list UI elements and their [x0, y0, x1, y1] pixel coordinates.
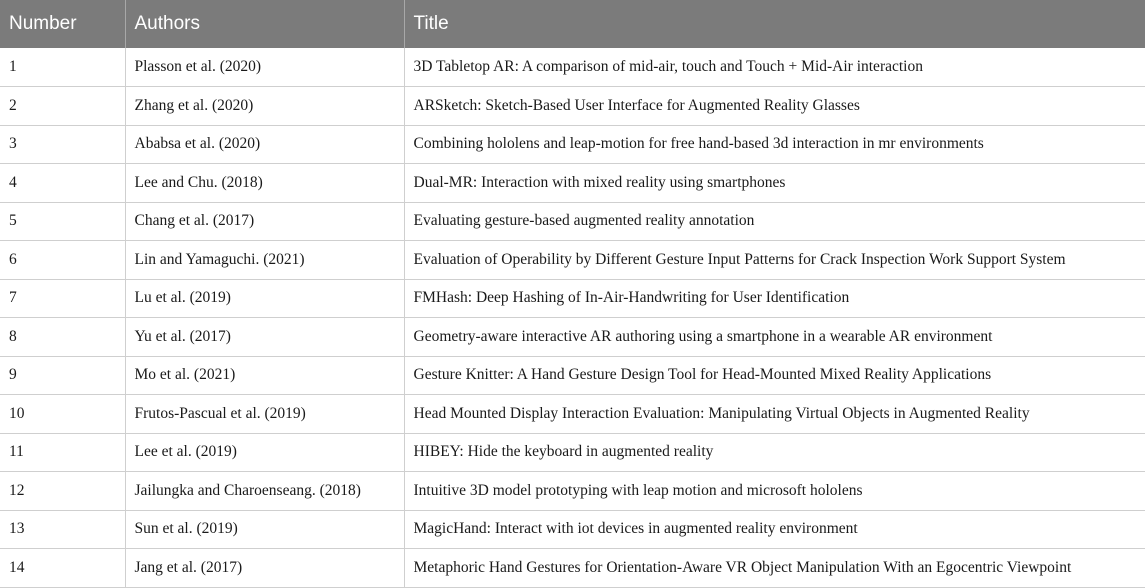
cell-number: 10 — [0, 395, 125, 434]
table-row — [0, 164, 1145, 203]
cell-number: 6 — [0, 241, 125, 280]
header-number: Number — [0, 0, 125, 48]
table-row — [0, 241, 1145, 280]
cell-number: 11 — [0, 433, 125, 472]
table-row — [0, 510, 1145, 549]
cell-authors: Jang et al. (2017) — [125, 549, 404, 588]
table-row — [0, 549, 1145, 588]
cell-title: Gesture Knitter: A Hand Gesture Design Tool for Head-Mounted Mixed Reality Applications — [404, 356, 1145, 395]
cell-authors: Frutos-Pascual et al. (2019) — [125, 395, 404, 434]
cell-title: Head Mounted Display Interaction Evaluation: Manipulating Virtual Objects in Augmented Reality — [404, 395, 1145, 434]
cell-authors: Zhang et al. (2020) — [125, 87, 404, 126]
cell-number: 8 — [0, 318, 125, 357]
cell-title: ARSketch: Sketch-Based User Interface for Augmented Reality Glasses — [404, 87, 1145, 126]
cell-authors: Mo et al. (2021) — [125, 356, 404, 395]
cell-number: 3 — [0, 125, 125, 164]
cell-authors: Jailungka and Charoenseang. (2018) — [125, 472, 404, 511]
table-row — [0, 395, 1145, 434]
cell-title: Evaluating gesture-based augmented reality annotation — [404, 202, 1145, 241]
cell-title: Metaphoric Hand Gestures for Orientation-Aware VR Object Manipulation With an Egocentric Viewpoint — [404, 549, 1145, 588]
table-header — [0, 0, 1145, 48]
cell-title: 3D Tabletop AR: A comparison of mid-air, touch and Touch + Mid-Air interaction — [404, 48, 1145, 87]
cell-title: Evaluation of Operability by Different Gesture Input Patterns for Crack Inspection Work Support System — [404, 241, 1145, 280]
cell-authors: Ababsa et al. (2020) — [125, 125, 404, 164]
table-row — [0, 279, 1145, 318]
cell-title: Intuitive 3D model prototyping with leap motion and microsoft hololens — [404, 472, 1145, 511]
table-row — [0, 433, 1145, 472]
table-row — [0, 356, 1145, 395]
cell-title: MagicHand: Interact with iot devices in augmented reality environment — [404, 510, 1145, 549]
cell-title: FMHash: Deep Hashing of In-Air-Handwriting for User Identification — [404, 279, 1145, 318]
cell-title: Dual-MR: Interaction with mixed reality using smartphones — [404, 164, 1145, 203]
cell-authors: Lee and Chu. (2018) — [125, 164, 404, 203]
header-row — [0, 0, 1145, 48]
cell-title: HIBEY: Hide the keyboard in augmented reality — [404, 433, 1145, 472]
cell-authors: Lee et al. (2019) — [125, 433, 404, 472]
cell-authors: Chang et al. (2017) — [125, 202, 404, 241]
cell-number: 9 — [0, 356, 125, 395]
table-body — [0, 48, 1145, 587]
table-row — [0, 472, 1145, 511]
cell-number: 13 — [0, 510, 125, 549]
cell-title: Geometry-aware interactive AR authoring using a smartphone in a wearable AR environment — [404, 318, 1145, 357]
table-row — [0, 87, 1145, 126]
cell-authors: Plasson et al. (2020) — [125, 48, 404, 87]
cell-title: Combining hololens and leap-motion for free hand-based 3d interaction in mr environments — [404, 125, 1145, 164]
cell-authors: Lin and Yamaguchi. (2021) — [125, 241, 404, 280]
table-row — [0, 202, 1145, 241]
cell-number: 1 — [0, 48, 125, 87]
cell-number: 2 — [0, 87, 125, 126]
cell-authors: Lu et al. (2019) — [125, 279, 404, 318]
header-authors: Authors — [125, 0, 404, 48]
header-title: Title — [404, 0, 1145, 48]
cell-number: 4 — [0, 164, 125, 203]
cell-number: 5 — [0, 202, 125, 241]
cell-authors: Yu et al. (2017) — [125, 318, 404, 357]
cell-number: 14 — [0, 549, 125, 588]
table-row — [0, 318, 1145, 357]
cell-number: 7 — [0, 279, 125, 318]
table-row — [0, 48, 1145, 87]
cell-number: 12 — [0, 472, 125, 511]
table-row — [0, 125, 1145, 164]
cell-authors: Sun et al. (2019) — [125, 510, 404, 549]
